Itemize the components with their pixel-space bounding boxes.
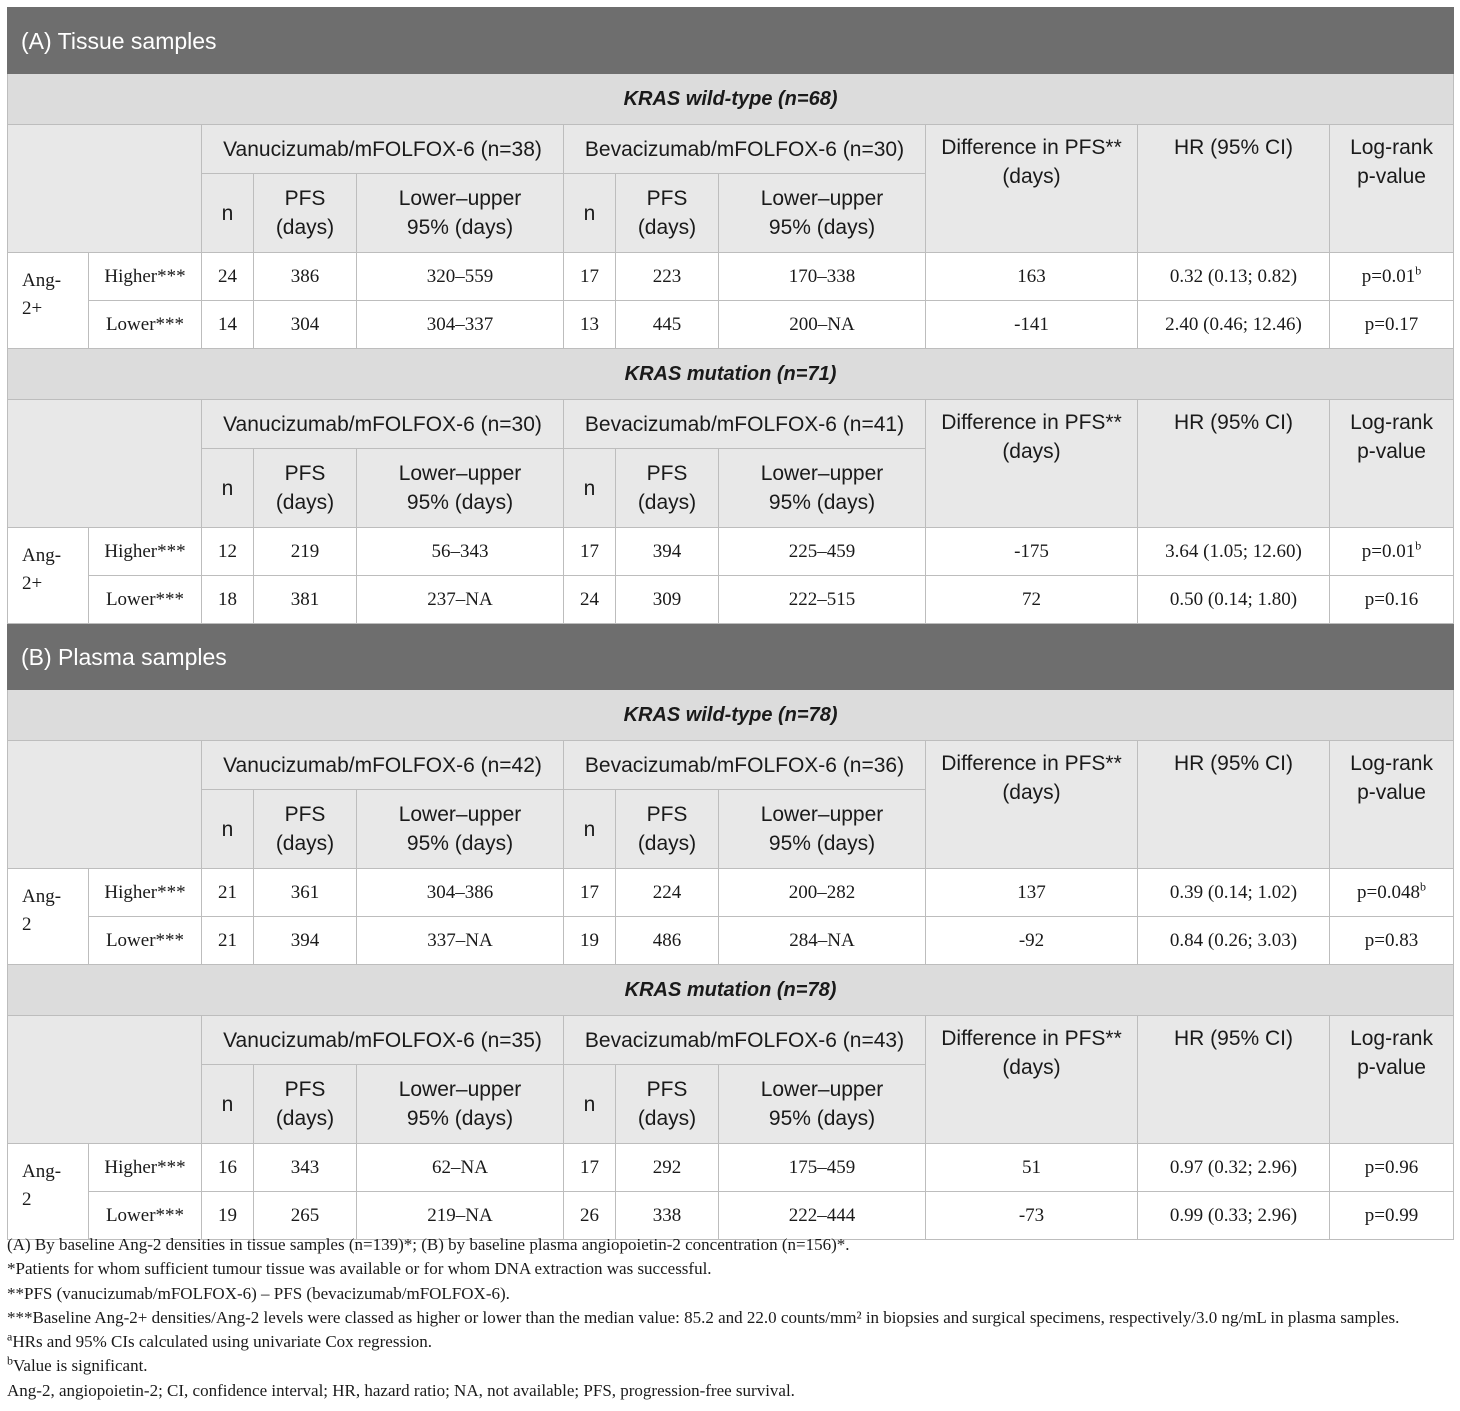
vanu-pfs-cell: 394 — [254, 917, 357, 965]
column-header-row — [8, 741, 1454, 790]
range-header: Lower–upper 95% (days) — [719, 790, 926, 869]
hr-header: HR (95% CI) — [1138, 741, 1330, 869]
n-header: n — [564, 1065, 616, 1144]
column-header-row — [8, 400, 1454, 449]
difference-cell: -73 — [926, 1192, 1138, 1240]
subgroup-row — [8, 74, 1454, 125]
logrank-header: Log-rank p-value — [1330, 741, 1454, 869]
pvalue-cell — [1330, 869, 1454, 917]
subgroup-title: KRAS mutation (n=78) — [8, 965, 1454, 1016]
difference-header: Difference in PFS** (days) — [926, 400, 1138, 528]
beva-pfs-cell: 224 — [616, 869, 719, 917]
beva-range-cell: 200–282 — [719, 869, 926, 917]
pfs-header: PFS (days) — [254, 1065, 357, 1144]
vanu-pfs-cell: 343 — [254, 1144, 357, 1192]
empty-header-cell — [8, 125, 202, 253]
beva-n-cell: 17 — [564, 1144, 616, 1192]
logrank-header: Log-rank p-value — [1330, 400, 1454, 528]
empty-header-cell — [8, 400, 202, 528]
vanu-pfs-cell: 265 — [254, 1192, 357, 1240]
beva-n-cell: 17 — [564, 869, 616, 917]
biomarker-label: Ang-2+ — [8, 528, 89, 624]
n-header: n — [202, 1065, 254, 1144]
vanu-range-cell: 62–NA — [357, 1144, 564, 1192]
beva-range-cell: 170–338 — [719, 253, 926, 301]
footnote — [7, 1257, 1453, 1281]
vanu-pfs-cell: 304 — [254, 301, 357, 349]
level-cell: Higher*** — [89, 253, 202, 301]
hr-cell: 0.97 (0.32; 2.96) — [1138, 1144, 1330, 1192]
footnote-text: *Patients for whom sufficient tumour tissue was available or for whom DNA extraction was successful. — [7, 1259, 712, 1279]
data-row — [8, 253, 1454, 301]
footnote — [7, 1354, 1453, 1378]
hr-cell: 0.84 (0.26; 3.03) — [1138, 917, 1330, 965]
vanu-pfs-cell: 381 — [254, 576, 357, 624]
pvalue-cell — [1330, 528, 1454, 576]
vanu-n-cell: 19 — [202, 1192, 254, 1240]
beva-range-cell: 222–444 — [719, 1192, 926, 1240]
section-header-row — [8, 8, 1454, 74]
column-header-row — [8, 125, 1454, 174]
n-header: n — [202, 790, 254, 869]
pvalue-cell — [1330, 1144, 1454, 1192]
vanu-range-cell: 320–559 — [357, 253, 564, 301]
pvalue-text: p=0.99 — [1364, 1204, 1419, 1226]
vanucizumab-header: Vanucizumab/mFOLFOX-6 (n=38) — [202, 125, 564, 174]
footnote-marker: b — [7, 1353, 13, 1368]
level-cell: Lower*** — [89, 1192, 202, 1240]
pvalue-text: p=0.96 — [1364, 1156, 1419, 1178]
section-header-row — [8, 624, 1454, 690]
results-table-container — [7, 7, 1453, 1240]
footnote-text: HRs and 95% CIs calculated using univariate Cox regression. — [12, 1332, 433, 1352]
level-cell: Higher*** — [89, 869, 202, 917]
difference-cell: 72 — [926, 576, 1138, 624]
n-header: n — [564, 449, 616, 528]
difference-header: Difference in PFS** (days) — [926, 1016, 1138, 1144]
level-cell: Lower*** — [89, 576, 202, 624]
hr-cell: 0.32 (0.13; 0.82) — [1138, 253, 1330, 301]
level-cell: Higher*** — [89, 528, 202, 576]
pfs-header: PFS (days) — [616, 1065, 719, 1144]
beva-range-cell: 175–459 — [719, 1144, 926, 1192]
beva-pfs-cell: 486 — [616, 917, 719, 965]
data-row — [8, 1144, 1454, 1192]
hr-header: HR (95% CI) — [1138, 125, 1330, 253]
beva-range-cell: 284–NA — [719, 917, 926, 965]
pvalue-text: p=0.83 — [1364, 929, 1419, 951]
vanu-n-cell: 21 — [202, 917, 254, 965]
vanu-range-cell: 304–337 — [357, 301, 564, 349]
vanu-n-cell: 14 — [202, 301, 254, 349]
pvalue-text: p=0.17 — [1364, 313, 1419, 335]
n-header: n — [564, 174, 616, 253]
vanu-range-cell: 56–343 — [357, 528, 564, 576]
bevacizumab-header: Bevacizumab/mFOLFOX-6 (n=36) — [564, 741, 926, 790]
beva-range-cell: 200–NA — [719, 301, 926, 349]
beva-pfs-cell: 309 — [616, 576, 719, 624]
subgroup-row — [8, 690, 1454, 741]
difference-cell: -141 — [926, 301, 1138, 349]
significance-marker: b — [1415, 263, 1422, 278]
footnote-text: Value is significant. — [13, 1356, 148, 1376]
bevacizumab-header: Bevacizumab/mFOLFOX-6 (n=30) — [564, 125, 926, 174]
data-row — [8, 301, 1454, 349]
subgroup-title: KRAS mutation (n=71) — [8, 349, 1454, 400]
beva-range-cell: 225–459 — [719, 528, 926, 576]
column-header-row — [8, 1016, 1454, 1065]
vanu-n-cell: 16 — [202, 1144, 254, 1192]
pfs-header: PFS (days) — [616, 790, 719, 869]
difference-cell: 137 — [926, 869, 1138, 917]
beva-range-cell: 222–515 — [719, 576, 926, 624]
difference-header: Difference in PFS** (days) — [926, 125, 1138, 253]
pvalue-cell — [1330, 301, 1454, 349]
beva-pfs-cell: 445 — [616, 301, 719, 349]
beva-n-cell: 24 — [564, 576, 616, 624]
pvalue-cell — [1330, 576, 1454, 624]
range-header: Lower–upper 95% (days) — [357, 449, 564, 528]
pvalue-text: p=0.01 — [1361, 265, 1416, 287]
beva-pfs-cell: 223 — [616, 253, 719, 301]
data-row — [8, 576, 1454, 624]
footnote-text: Ang-2, angiopoietin-2; CI, confidence interval; HR, hazard ratio; NA, not available; PFS, progression-free survival. — [7, 1380, 795, 1400]
subgroup-row — [8, 349, 1454, 400]
n-header: n — [202, 449, 254, 528]
difference-cell: 163 — [926, 253, 1138, 301]
section-title: (B) Plasma samples — [8, 624, 1454, 690]
logrank-header: Log-rank p-value — [1330, 125, 1454, 253]
footnote — [7, 1233, 1453, 1257]
vanu-pfs-cell: 219 — [254, 528, 357, 576]
data-row — [8, 869, 1454, 917]
difference-cell: -92 — [926, 917, 1138, 965]
vanu-n-cell: 12 — [202, 528, 254, 576]
vanu-pfs-cell: 361 — [254, 869, 357, 917]
beva-pfs-cell: 394 — [616, 528, 719, 576]
n-header: n — [564, 790, 616, 869]
footnote-text: ***Baseline Ang-2+ densities/Ang-2 levels were classed as higher or lower than the median value: 85.2 and 22.0 counts/mm² in biopsies and surgical specimens, respectively/3.0 ng/mL in plasma samples. — [7, 1307, 1400, 1327]
empty-header-cell — [8, 1016, 202, 1144]
table-footnotes — [7, 1233, 1453, 1403]
beva-n-cell: 17 — [564, 253, 616, 301]
footnote — [7, 1330, 1453, 1354]
footnote — [7, 1379, 1453, 1403]
pfs-header: PFS (days) — [616, 174, 719, 253]
pvalue-text: p=0.01 — [1361, 540, 1416, 562]
pfs-results-table — [7, 7, 1454, 1240]
footnote-marker: a — [7, 1329, 13, 1344]
difference-cell: -175 — [926, 528, 1138, 576]
empty-header-cell — [8, 741, 202, 869]
hr-header: HR (95% CI) — [1138, 400, 1330, 528]
pvalue-text: p=0.16 — [1364, 588, 1419, 610]
hr-cell: 3.64 (1.05; 12.60) — [1138, 528, 1330, 576]
vanu-n-cell: 21 — [202, 869, 254, 917]
range-header: Lower–upper 95% (days) — [719, 1065, 926, 1144]
n-header: n — [202, 174, 254, 253]
vanu-range-cell: 304–386 — [357, 869, 564, 917]
beva-pfs-cell: 292 — [616, 1144, 719, 1192]
pvalue-cell — [1330, 253, 1454, 301]
bevacizumab-header: Bevacizumab/mFOLFOX-6 (n=43) — [564, 1016, 926, 1065]
range-header: Lower–upper 95% (days) — [357, 1065, 564, 1144]
pfs-header: PFS (days) — [254, 449, 357, 528]
hr-header: HR (95% CI) — [1138, 1016, 1330, 1144]
section-title: (A) Tissue samples — [8, 8, 1454, 74]
biomarker-label: Ang-2 — [8, 1144, 89, 1240]
pvalue-text: p=0.048 — [1357, 881, 1420, 903]
significance-marker: b — [1415, 538, 1422, 553]
difference-header: Difference in PFS** (days) — [926, 741, 1138, 869]
vanucizumab-header: Vanucizumab/mFOLFOX-6 (n=35) — [202, 1016, 564, 1065]
vanu-pfs-cell: 386 — [254, 253, 357, 301]
hr-cell: 0.39 (0.14; 1.02) — [1138, 869, 1330, 917]
level-cell: Lower*** — [89, 301, 202, 349]
hr-cell: 2.40 (0.46; 12.46) — [1138, 301, 1330, 349]
hr-cell: 0.50 (0.14; 1.80) — [1138, 576, 1330, 624]
vanu-n-cell: 24 — [202, 253, 254, 301]
footnote — [7, 1306, 1453, 1330]
range-header: Lower–upper 95% (days) — [719, 174, 926, 253]
footnote — [7, 1282, 1453, 1306]
biomarker-label: Ang-2 — [8, 869, 89, 965]
beva-n-cell: 17 — [564, 528, 616, 576]
pfs-header: PFS (days) — [254, 174, 357, 253]
pfs-header: PFS (days) — [616, 449, 719, 528]
vanu-n-cell: 18 — [202, 576, 254, 624]
vanucizumab-header: Vanucizumab/mFOLFOX-6 (n=42) — [202, 741, 564, 790]
data-row — [8, 917, 1454, 965]
vanu-range-cell: 219–NA — [357, 1192, 564, 1240]
beva-pfs-cell: 338 — [616, 1192, 719, 1240]
subgroup-title: KRAS wild-type (n=78) — [8, 690, 1454, 741]
logrank-header: Log-rank p-value — [1330, 1016, 1454, 1144]
subgroup-title: KRAS wild-type (n=68) — [8, 74, 1454, 125]
range-header: Lower–upper 95% (days) — [719, 449, 926, 528]
biomarker-label: Ang-2+ — [8, 253, 89, 349]
level-cell: Higher*** — [89, 1144, 202, 1192]
difference-cell: 51 — [926, 1144, 1138, 1192]
significance-marker: b — [1420, 879, 1426, 894]
footnote-text: (A) By baseline Ang-2 densities in tissue samples (n=139)*; (B) by baseline plasma angiopoietin-2 concentration (n=156)*. — [7, 1235, 850, 1254]
pfs-header: PFS (days) — [254, 790, 357, 869]
beva-n-cell: 13 — [564, 301, 616, 349]
subgroup-row — [8, 965, 1454, 1016]
vanu-range-cell: 337–NA — [357, 917, 564, 965]
vanucizumab-header: Vanucizumab/mFOLFOX-6 (n=30) — [202, 400, 564, 449]
data-row — [8, 528, 1454, 576]
bevacizumab-header: Bevacizumab/mFOLFOX-6 (n=41) — [564, 400, 926, 449]
hr-cell: 0.99 (0.33; 2.96) — [1138, 1192, 1330, 1240]
pvalue-cell — [1330, 917, 1454, 965]
range-header: Lower–upper 95% (days) — [357, 790, 564, 869]
vanu-range-cell: 237–NA — [357, 576, 564, 624]
beva-n-cell: 26 — [564, 1192, 616, 1240]
level-cell: Lower*** — [89, 917, 202, 965]
beva-n-cell: 19 — [564, 917, 616, 965]
footnote-text: **PFS (vanucizumab/mFOLFOX-6) – PFS (bevacizumab/mFOLFOX-6). — [7, 1283, 510, 1303]
range-header: Lower–upper 95% (days) — [357, 174, 564, 253]
